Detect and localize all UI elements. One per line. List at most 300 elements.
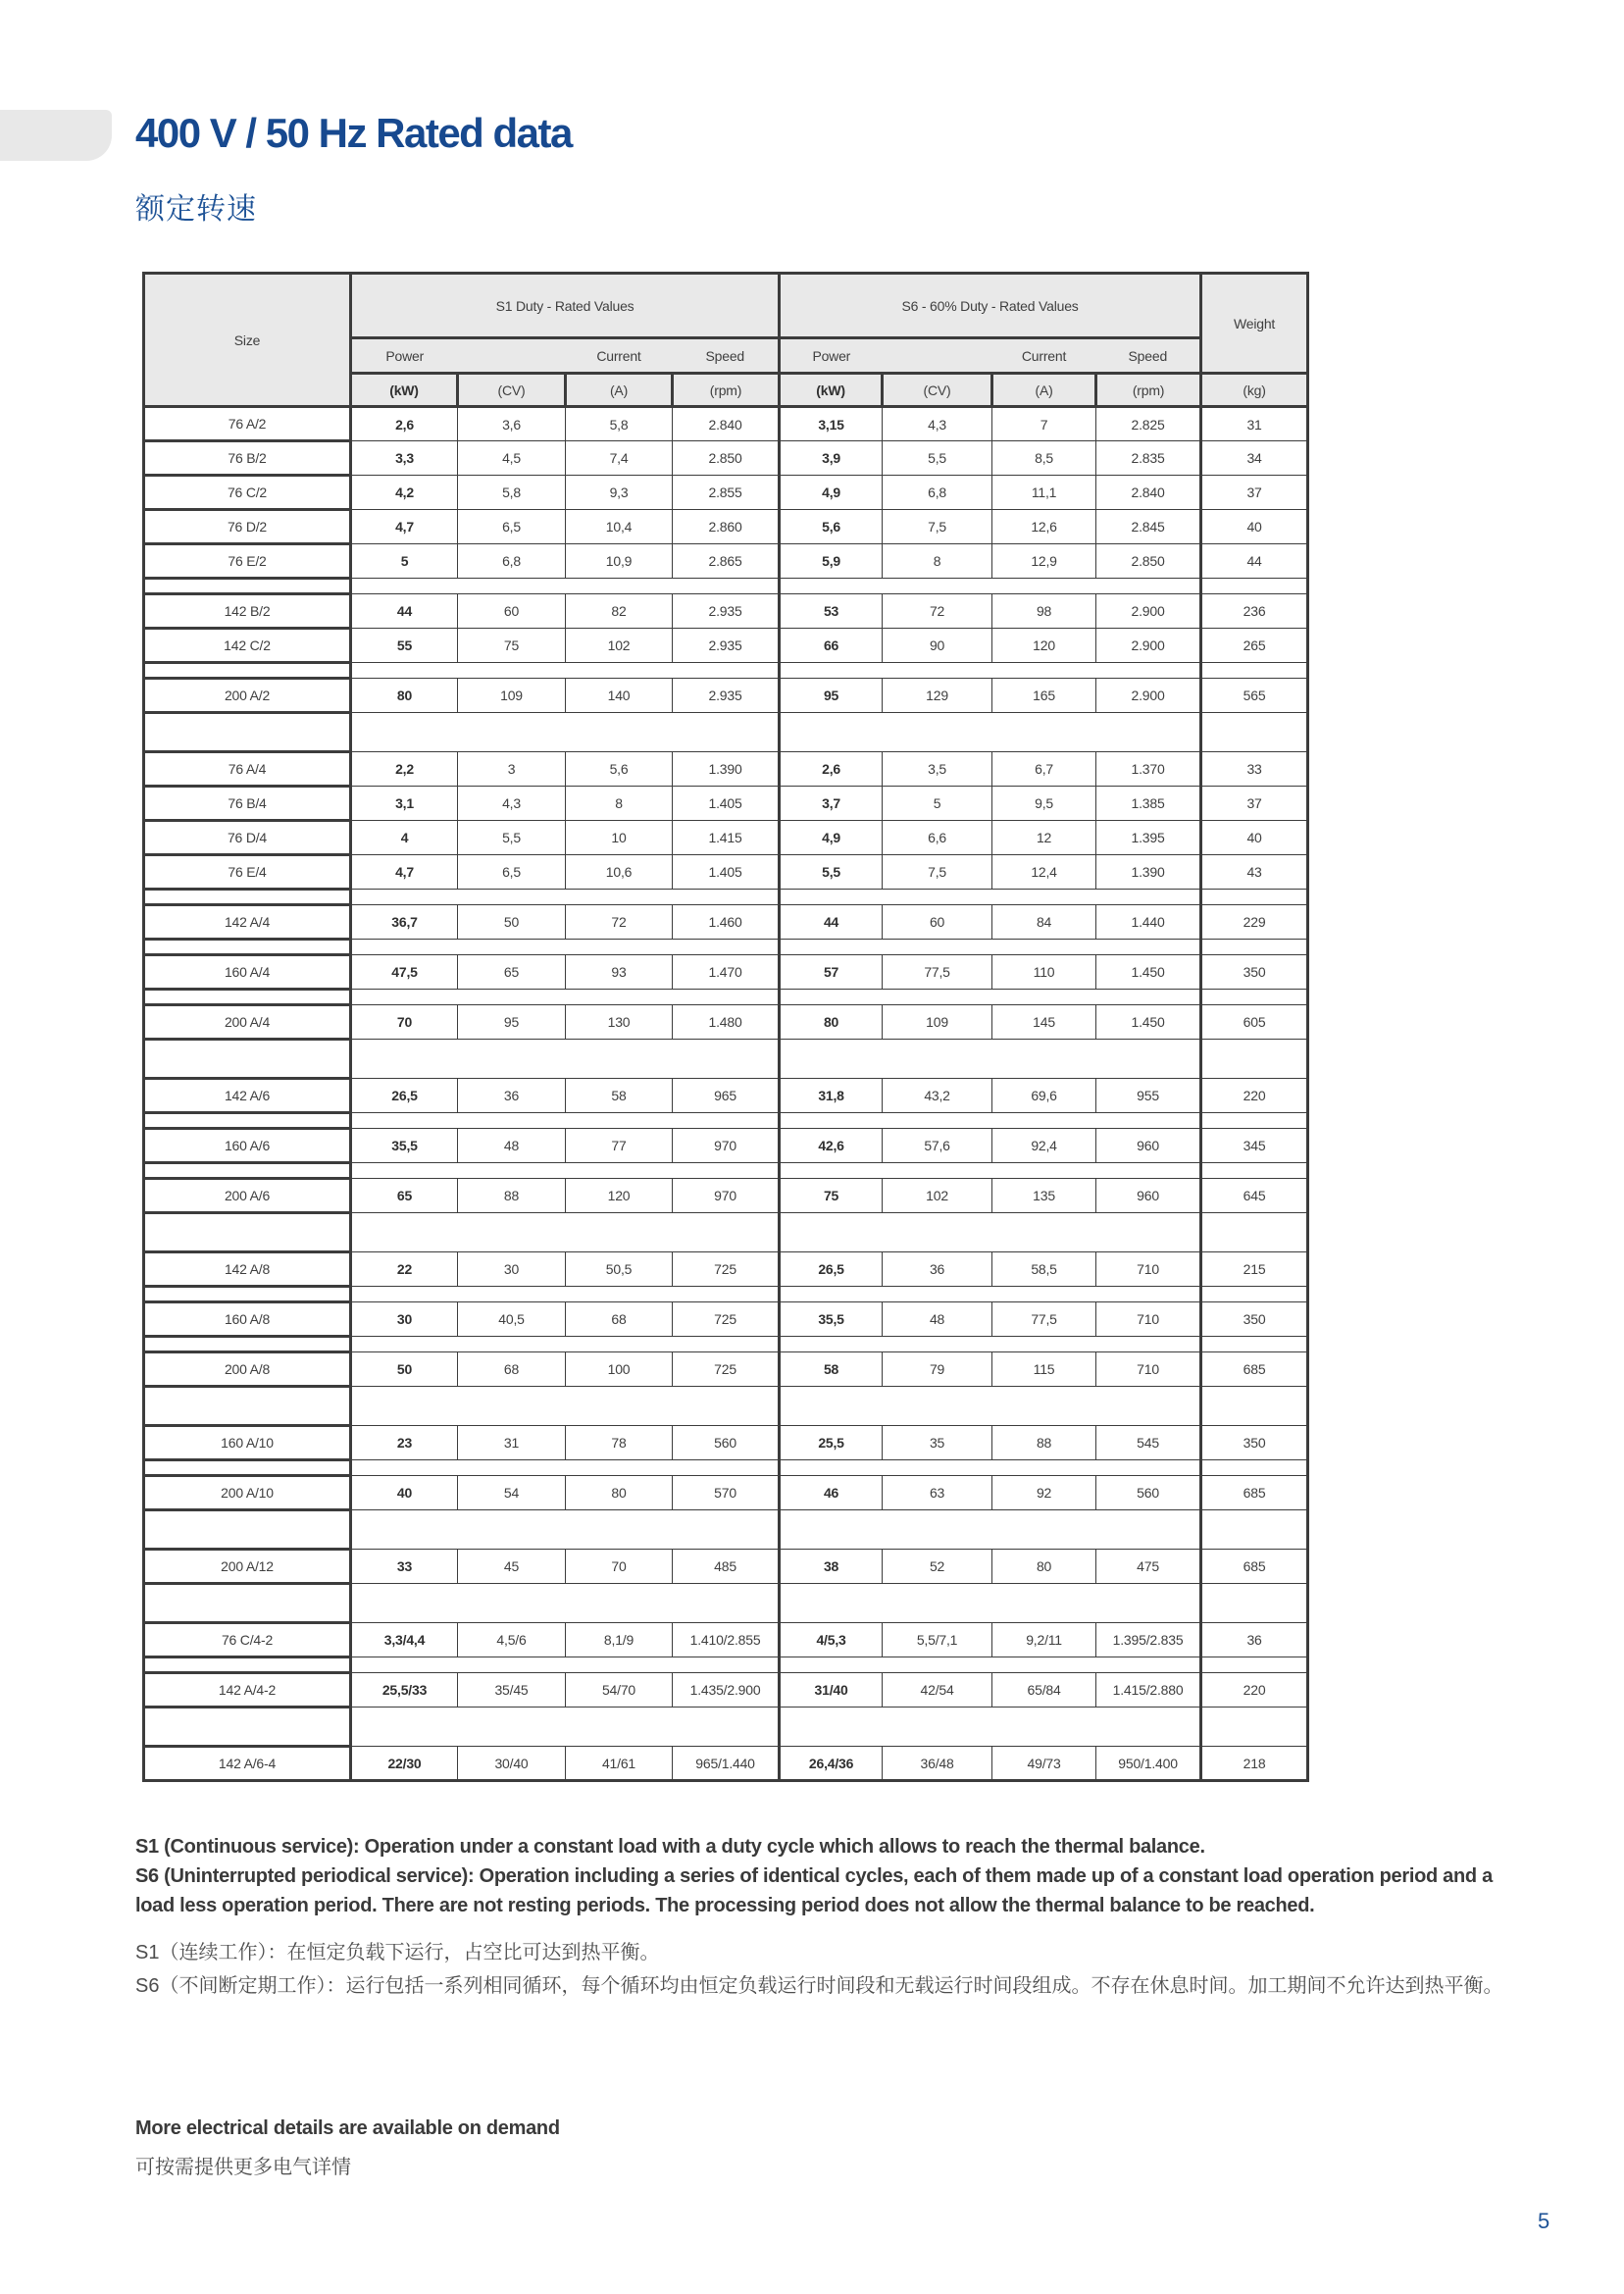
cell: 75 — [458, 629, 566, 663]
cell: 88 — [458, 1179, 566, 1213]
size-cell: 160 A/10 — [144, 1426, 351, 1460]
cell: 350 — [1201, 1426, 1308, 1460]
rated-data-table-container — [142, 272, 1309, 1782]
cell: 36/48 — [883, 1747, 992, 1781]
cell: 560 — [1096, 1476, 1201, 1510]
cell: 9,3 — [566, 476, 673, 510]
cell: 44 — [1201, 544, 1308, 579]
cell: 6,5 — [458, 510, 566, 544]
cell: 6,7 — [992, 752, 1096, 787]
cell: 36 — [1201, 1623, 1308, 1657]
table-row — [144, 441, 1308, 476]
spacer-cell — [883, 338, 992, 374]
cell: 1.370 — [1096, 752, 1201, 787]
cell: 725 — [673, 1252, 780, 1287]
cell: 2.850 — [673, 441, 780, 476]
unit-cell: (rpm) — [1096, 374, 1201, 407]
cell: 2.900 — [1096, 679, 1201, 713]
size-cell: 200 A/12 — [144, 1550, 351, 1584]
cell: 3,9 — [780, 441, 883, 476]
cell: 145 — [992, 1005, 1096, 1040]
cell: 42,6 — [780, 1129, 883, 1163]
cell: 40 — [1201, 821, 1308, 855]
cell: 46 — [780, 1476, 883, 1510]
col-header-power-s1: Power — [351, 338, 458, 374]
cell: 50 — [351, 1352, 458, 1387]
table-row — [144, 476, 1308, 510]
cell: 5,5 — [458, 821, 566, 855]
table-row — [144, 1623, 1308, 1657]
cell: 90 — [883, 629, 992, 663]
cell: 5,5/7,1 — [883, 1623, 992, 1657]
separator-row — [144, 579, 1308, 594]
note-more-en: More electrical details are available on demand — [135, 2117, 560, 2139]
cell: 40,5 — [458, 1302, 566, 1337]
cell: 102 — [883, 1179, 992, 1213]
cell: 77,5 — [992, 1302, 1096, 1337]
cell: 52 — [883, 1550, 992, 1584]
cell: 2,6 — [351, 407, 458, 441]
cell: 110 — [992, 955, 1096, 990]
cell: 72 — [883, 594, 992, 629]
separator-row — [144, 1708, 1308, 1747]
cell: 70 — [351, 1005, 458, 1040]
note-more-zh: 可按需提供更多电气详情 — [135, 2157, 351, 2178]
unit-cell: (kW) — [351, 374, 458, 407]
table-row — [144, 1129, 1308, 1163]
cell: 95 — [780, 679, 883, 713]
size-cell: 76 E/4 — [144, 855, 351, 890]
cell: 25,5/33 — [351, 1673, 458, 1708]
cell: 1.390 — [1096, 855, 1201, 890]
table-row — [144, 1747, 1308, 1781]
note-s6-zh: S6（不间断定期工作）：运行包括一系列相同循环，每个循环均由恒定负载运行时间段和无载运行时间段组成。不存在休息时间。加工期间不允许达到热平衡。 — [135, 1975, 1503, 1997]
cell: 955 — [1096, 1079, 1201, 1113]
cell: 710 — [1096, 1352, 1201, 1387]
cell: 7,5 — [883, 510, 992, 544]
table-row — [144, 821, 1308, 855]
cell: 66 — [780, 629, 883, 663]
cell: 109 — [458, 679, 566, 713]
unit-cell: (rpm) — [673, 374, 780, 407]
cell: 68 — [458, 1352, 566, 1387]
table-row — [144, 1252, 1308, 1287]
cell: 36 — [883, 1252, 992, 1287]
cell: 5 — [883, 787, 992, 821]
cell: 12,9 — [992, 544, 1096, 579]
cell: 43 — [1201, 855, 1308, 890]
cell: 47,5 — [351, 955, 458, 990]
cell: 12 — [992, 821, 1096, 855]
cell: 220 — [1201, 1079, 1308, 1113]
cell: 8 — [566, 787, 673, 821]
separator-row — [144, 1387, 1308, 1426]
cell: 725 — [673, 1352, 780, 1387]
unit-cell: (A) — [992, 374, 1096, 407]
cell: 65 — [458, 955, 566, 990]
cell: 8,5 — [992, 441, 1096, 476]
size-cell: 160 A/6 — [144, 1129, 351, 1163]
cell: 4,3 — [458, 787, 566, 821]
cell: 970 — [673, 1179, 780, 1213]
cell: 58 — [566, 1079, 673, 1113]
rated-data-table — [142, 272, 1309, 1782]
note-s6-en: S6 (Uninterrupted periodical service): Operation including a series of identical cycles, each of them made up of a constant load operation period and a load less operation period. There are not resting periods. The processing period does not allow the thermal balance to be reached. — [135, 1865, 1493, 1916]
cell: 57 — [780, 955, 883, 990]
cell: 49/73 — [992, 1747, 1096, 1781]
spacer-cell — [458, 338, 566, 374]
cell: 55 — [351, 629, 458, 663]
cell: 960 — [1096, 1179, 1201, 1213]
cell: 2.845 — [1096, 510, 1201, 544]
cell: 1.390 — [673, 752, 780, 787]
cell: 2.935 — [673, 594, 780, 629]
cell: 60 — [458, 594, 566, 629]
cell: 57,6 — [883, 1129, 992, 1163]
page-corner-decoration — [0, 110, 112, 161]
cell: 1.395/2.835 — [1096, 1623, 1201, 1657]
size-cell: 142 A/8 — [144, 1252, 351, 1287]
table-row — [144, 1005, 1308, 1040]
table-row — [144, 955, 1308, 990]
separator-row — [144, 1657, 1308, 1673]
cell: 3 — [458, 752, 566, 787]
cell: 48 — [883, 1302, 992, 1337]
cell: 45 — [458, 1550, 566, 1584]
cell: 2.935 — [673, 629, 780, 663]
table-row — [144, 1352, 1308, 1387]
cell: 58,5 — [992, 1252, 1096, 1287]
cell: 2.935 — [673, 679, 780, 713]
size-cell: 142 A/6 — [144, 1079, 351, 1113]
table-row — [144, 544, 1308, 579]
col-header-speed-s1: Speed — [673, 338, 780, 374]
cell: 41/61 — [566, 1747, 673, 1781]
cell: 115 — [992, 1352, 1096, 1387]
separator-row — [144, 663, 1308, 679]
cell: 44 — [780, 905, 883, 940]
cell: 2.855 — [673, 476, 780, 510]
cell: 4 — [351, 821, 458, 855]
separator-row — [144, 1287, 1308, 1302]
col-header-current-s1: Current — [566, 338, 673, 374]
table-row — [144, 752, 1308, 787]
cell: 54 — [458, 1476, 566, 1510]
cell: 79 — [883, 1352, 992, 1387]
cell: 3,3 — [351, 441, 458, 476]
cell: 950/1.400 — [1096, 1747, 1201, 1781]
cell: 4,2 — [351, 476, 458, 510]
separator-row — [144, 990, 1308, 1005]
cell: 965 — [673, 1079, 780, 1113]
cell: 120 — [566, 1179, 673, 1213]
cell: 1.415/2.880 — [1096, 1673, 1201, 1708]
separator-row — [144, 940, 1308, 955]
size-cell: 76 C/2 — [144, 476, 351, 510]
size-cell: 200 A/2 — [144, 679, 351, 713]
cell: 970 — [673, 1129, 780, 1163]
size-cell: 76 C/4-2 — [144, 1623, 351, 1657]
cell: 2.825 — [1096, 407, 1201, 441]
table-row — [144, 905, 1308, 940]
table-row — [144, 510, 1308, 544]
cell: 22 — [351, 1252, 458, 1287]
cell: 92,4 — [992, 1129, 1096, 1163]
cell: 685 — [1201, 1550, 1308, 1584]
cell: 4,9 — [780, 821, 883, 855]
cell: 645 — [1201, 1179, 1308, 1213]
cell: 37 — [1201, 476, 1308, 510]
table-row — [144, 787, 1308, 821]
cell: 33 — [351, 1550, 458, 1584]
cell: 38 — [780, 1550, 883, 1584]
cell: 30 — [458, 1252, 566, 1287]
cell: 25,5 — [780, 1426, 883, 1460]
cell: 92 — [992, 1476, 1096, 1510]
cell: 31/40 — [780, 1673, 883, 1708]
cell: 218 — [1201, 1747, 1308, 1781]
size-cell: 160 A/4 — [144, 955, 351, 990]
cell: 3,5 — [883, 752, 992, 787]
table-row — [144, 1079, 1308, 1113]
separator-row — [144, 1040, 1308, 1079]
cell: 5,6 — [780, 510, 883, 544]
cell: 78 — [566, 1426, 673, 1460]
cell: 65/84 — [992, 1673, 1096, 1708]
cell: 4,7 — [351, 855, 458, 890]
cell: 80 — [351, 679, 458, 713]
cell: 77 — [566, 1129, 673, 1163]
cell: 7 — [992, 407, 1096, 441]
cell: 30/40 — [458, 1747, 566, 1781]
cell: 2.900 — [1096, 629, 1201, 663]
cell: 40 — [1201, 510, 1308, 544]
cell: 35 — [883, 1426, 992, 1460]
table-row — [144, 629, 1308, 663]
cell: 102 — [566, 629, 673, 663]
cell: 6,5 — [458, 855, 566, 890]
cell: 80 — [780, 1005, 883, 1040]
cell: 5,5 — [780, 855, 883, 890]
cell: 72 — [566, 905, 673, 940]
size-cell: 142 A/4 — [144, 905, 351, 940]
size-cell: 200 A/4 — [144, 1005, 351, 1040]
col-group-s1: S1 Duty - Rated Values — [351, 274, 780, 338]
cell: 2,6 — [780, 752, 883, 787]
cell: 165 — [992, 679, 1096, 713]
cell: 1.470 — [673, 955, 780, 990]
cell: 725 — [673, 1302, 780, 1337]
cell: 120 — [992, 629, 1096, 663]
cell: 565 — [1201, 679, 1308, 713]
separator-row — [144, 1213, 1308, 1252]
separator-row — [144, 1584, 1308, 1623]
cell: 215 — [1201, 1252, 1308, 1287]
cell: 42/54 — [883, 1673, 992, 1708]
cell: 475 — [1096, 1550, 1201, 1584]
cell: 8,1/9 — [566, 1623, 673, 1657]
table-row — [144, 407, 1308, 441]
cell: 5,5 — [883, 441, 992, 476]
cell: 1.450 — [1096, 955, 1201, 990]
cell: 12,6 — [992, 510, 1096, 544]
cell: 1.415 — [673, 821, 780, 855]
cell: 2.840 — [673, 407, 780, 441]
cell: 605 — [1201, 1005, 1308, 1040]
cell: 1.480 — [673, 1005, 780, 1040]
cell: 2.850 — [1096, 544, 1201, 579]
note-s1-en: S1 (Continuous service): Operation under a constant load with a duty cycle which allows to reach the thermal balance. — [135, 1836, 1205, 1858]
size-cell: 142 B/2 — [144, 594, 351, 629]
cell: 100 — [566, 1352, 673, 1387]
cell: 58 — [780, 1352, 883, 1387]
cell: 1.435/2.900 — [673, 1673, 780, 1708]
cell: 229 — [1201, 905, 1308, 940]
cell: 11,1 — [992, 476, 1096, 510]
cell: 6,6 — [883, 821, 992, 855]
table-row — [144, 855, 1308, 890]
page-number: 5 — [1538, 2209, 1550, 2233]
cell: 7,5 — [883, 855, 992, 890]
cell: 50,5 — [566, 1252, 673, 1287]
cell: 1.395 — [1096, 821, 1201, 855]
col-header-power-s6: Power — [780, 338, 883, 374]
table-row — [144, 1426, 1308, 1460]
cell: 80 — [992, 1550, 1096, 1584]
cell: 35,5 — [780, 1302, 883, 1337]
table-row — [144, 1673, 1308, 1708]
cell: 70 — [566, 1550, 673, 1584]
cell: 65 — [351, 1179, 458, 1213]
more-details-note — [135, 2115, 1510, 2181]
cell: 345 — [1201, 1129, 1308, 1163]
cell: 34 — [1201, 441, 1308, 476]
cell: 68 — [566, 1302, 673, 1337]
unit-cell: (A) — [566, 374, 673, 407]
unit-cell: (kg) — [1201, 374, 1308, 407]
cell: 4,5 — [458, 441, 566, 476]
table-row — [144, 1550, 1308, 1584]
cell: 3,1 — [351, 787, 458, 821]
cell: 35,5 — [351, 1129, 458, 1163]
page-title: 400 V / 50 Hz Rated data — [135, 110, 572, 156]
cell: 54/70 — [566, 1673, 673, 1708]
cell: 22/30 — [351, 1747, 458, 1781]
cell: 4,7 — [351, 510, 458, 544]
cell: 9,2/11 — [992, 1623, 1096, 1657]
cell: 6,8 — [883, 476, 992, 510]
cell: 5 — [351, 544, 458, 579]
separator-row — [144, 713, 1308, 752]
cell: 135 — [992, 1179, 1096, 1213]
size-cell: 76 B/4 — [144, 787, 351, 821]
size-cell: 200 A/10 — [144, 1476, 351, 1510]
cell: 710 — [1096, 1252, 1201, 1287]
cell: 10,6 — [566, 855, 673, 890]
cell: 2.840 — [1096, 476, 1201, 510]
size-cell: 76 B/2 — [144, 441, 351, 476]
cell: 4/5,3 — [780, 1623, 883, 1657]
cell: 960 — [1096, 1129, 1201, 1163]
col-header-current-s6: Current — [992, 338, 1096, 374]
cell: 60 — [883, 905, 992, 940]
cell: 3,6 — [458, 407, 566, 441]
cell: 4,3 — [883, 407, 992, 441]
separator-row — [144, 1113, 1308, 1129]
cell: 33 — [1201, 752, 1308, 787]
size-cell: 76 A/2 — [144, 407, 351, 441]
cell: 3,7 — [780, 787, 883, 821]
cell: 130 — [566, 1005, 673, 1040]
cell: 4,5/6 — [458, 1623, 566, 1657]
cell: 23 — [351, 1426, 458, 1460]
cell: 220 — [1201, 1673, 1308, 1708]
cell: 63 — [883, 1476, 992, 1510]
col-header-size: Size — [144, 274, 351, 407]
unit-cell: (kW) — [780, 374, 883, 407]
cell: 545 — [1096, 1426, 1201, 1460]
cell: 265 — [1201, 629, 1308, 663]
cell: 685 — [1201, 1476, 1308, 1510]
cell: 6,8 — [458, 544, 566, 579]
col-header-weight: Weight — [1201, 274, 1308, 374]
cell: 53 — [780, 594, 883, 629]
cell: 31,8 — [780, 1079, 883, 1113]
cell: 2.865 — [673, 544, 780, 579]
cell: 93 — [566, 955, 673, 990]
size-cell: 200 A/6 — [144, 1179, 351, 1213]
cell: 109 — [883, 1005, 992, 1040]
cell: 140 — [566, 679, 673, 713]
cell: 50 — [458, 905, 566, 940]
cell: 48 — [458, 1129, 566, 1163]
size-cell: 200 A/8 — [144, 1352, 351, 1387]
cell: 485 — [673, 1550, 780, 1584]
cell: 37 — [1201, 787, 1308, 821]
cell: 12,4 — [992, 855, 1096, 890]
table-row — [144, 594, 1308, 629]
cell: 31 — [1201, 407, 1308, 441]
cell: 40 — [351, 1476, 458, 1510]
separator-row — [144, 1337, 1308, 1352]
service-notes — [135, 1832, 1510, 2003]
cell: 35/45 — [458, 1673, 566, 1708]
cell: 69,6 — [992, 1079, 1096, 1113]
table-row — [144, 1179, 1308, 1213]
cell: 7,4 — [566, 441, 673, 476]
unit-cell: (CV) — [883, 374, 992, 407]
cell: 1.405 — [673, 855, 780, 890]
table-row — [144, 1476, 1308, 1510]
cell: 2.860 — [673, 510, 780, 544]
size-cell: 160 A/8 — [144, 1302, 351, 1337]
col-header-speed-s6: Speed — [1096, 338, 1201, 374]
size-cell: 142 A/4-2 — [144, 1673, 351, 1708]
header-group-row — [144, 274, 1308, 338]
cell: 3,3/4,4 — [351, 1623, 458, 1657]
cell: 26,5 — [351, 1079, 458, 1113]
cell: 10 — [566, 821, 673, 855]
cell: 9,5 — [992, 787, 1096, 821]
table-row — [144, 679, 1308, 713]
page-subtitle-zh: 额定转速 — [135, 193, 257, 226]
cell: 5,9 — [780, 544, 883, 579]
separator-row — [144, 890, 1308, 905]
cell: 88 — [992, 1426, 1096, 1460]
cell: 350 — [1201, 955, 1308, 990]
cell: 965/1.440 — [673, 1747, 780, 1781]
cell: 1.440 — [1096, 905, 1201, 940]
